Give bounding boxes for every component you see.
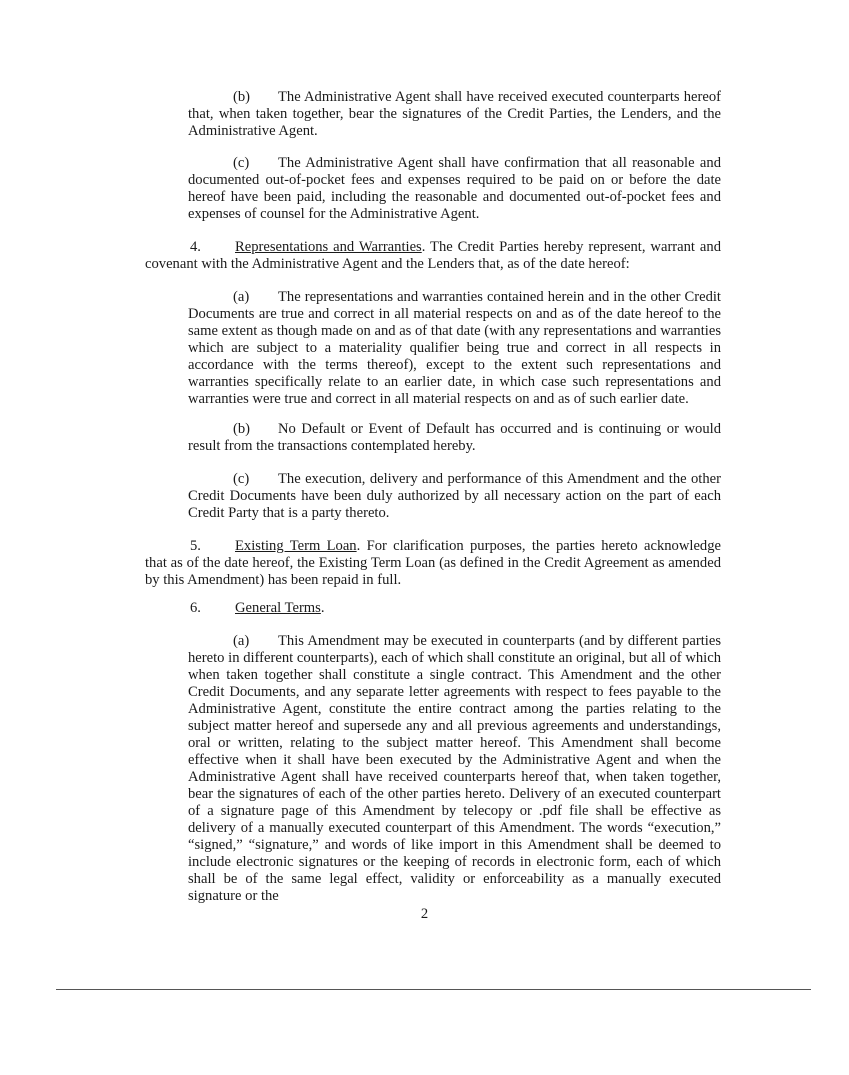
section-5-existing-term-loan (145, 538, 721, 589)
page-divider-line (56, 989, 811, 990)
section-number: 5. (190, 538, 201, 554)
clause-text: The execution, delivery and performance of this Amendment and the other Credit Documents have been duly authorized by all necessary action on the part of each Credit Party that is a party thereto. (188, 471, 721, 521)
clause-text: No Default or Event of Default has occurred and is continuing or would result from the transactions contemplated hereby. (188, 421, 721, 454)
clause-number: (c) (233, 155, 250, 171)
clause-5b-counterparts (188, 89, 721, 140)
section-text: . The Credit Parties hereby represent, warrant and covenant with the Administrative Agent and the Lenders that, as of the date hereof: (145, 239, 721, 272)
clause-6a-counterparts (188, 633, 721, 905)
section-heading: General Terms (235, 600, 321, 616)
clause-number: (a) (233, 633, 250, 649)
clause-4b-no-default (188, 421, 721, 455)
section-text: . For clarification purposes, the parties hereto acknowledge that as of the date hereof, the Existing Term Loan (as defined in the Credit Agreement as amended by this Amendment) has been repaid in full. (145, 538, 721, 588)
section-text: . (320, 600, 325, 616)
section-6-general-terms (145, 600, 721, 617)
clause-4c-authorization (188, 471, 721, 522)
section-heading: Existing Term Loan (235, 538, 357, 554)
section-4-representations (145, 239, 721, 273)
clause-text: The representations and warranties contained herein and in the other Credit Documents are true and correct in all material respects on and as of the date hereof to the same extent as though made on and as of that date (with any representations and warranties which are subject to a materiality qualifier being true and correct in all respects in accordance with the terms thereof), except to the extent such representations and warranties specifically relate to an earlier date, in which case such representations and warranties were true and correct in all material respects on and as of such earlier date. (188, 289, 721, 407)
page-number: 2 (420, 906, 429, 922)
clause-text: The Administrative Agent shall have confirmation that all reasonable and documented out-of-pocket fees and expenses required to be paid on or before the date hereof have been paid, including the reasonable and documented out-of-pocket fees and expenses of counsel for the Administrative Agent. (188, 155, 721, 222)
clause-text: The Administrative Agent shall have received executed counterparts hereof that, when taken together, bear the signatures of the Credit Parties, the Lenders, and the Administrative Agent. (188, 89, 721, 139)
clause-5c-fees-paid (188, 155, 721, 223)
clause-number: (a) (233, 289, 250, 305)
clause-number: (b) (233, 89, 251, 105)
clause-number: (c) (233, 471, 250, 487)
section-number: 6. (190, 600, 201, 616)
clause-number: (b) (233, 421, 251, 437)
clause-4a-reps-true (188, 289, 721, 408)
section-number: 4. (190, 239, 201, 255)
section-heading: Representations and Warranties (235, 239, 422, 255)
clause-text: This Amendment may be executed in counterparts (and by different parties hereto in different counterparts), each of which shall constitute an original, but all of which when taken together shall constitute a single contract. This Amendment and the other Credit Documents, and any separate letter agreements with respect to fees payable to the Administrative Agent, constitute the entire contract among the parties relating to the subject matter hereof and supersede any and all previous agreements and understandings, oral or written, relating to the subject matter hereof. This Amendment shall become effective when it shall have been executed by the Administrative Agent and when the Administrative Agent shall have received counterparts hereof that, when taken together, bear the signatures of each of the other parties hereto. Delivery of an executed counterpart of a signature page of this Amendment by telecopy or .pdf file shall be effective as delivery of a manually executed counterpart of this Amendment. The words “execution,” “signed,” “signature,” and words of like import in this Amendment shall be deemed to include electronic signatures or the keeping of records in electronic form, each of which shall be of the same legal effect, validity or enforceability as a manually executed signature or the (188, 633, 721, 904)
